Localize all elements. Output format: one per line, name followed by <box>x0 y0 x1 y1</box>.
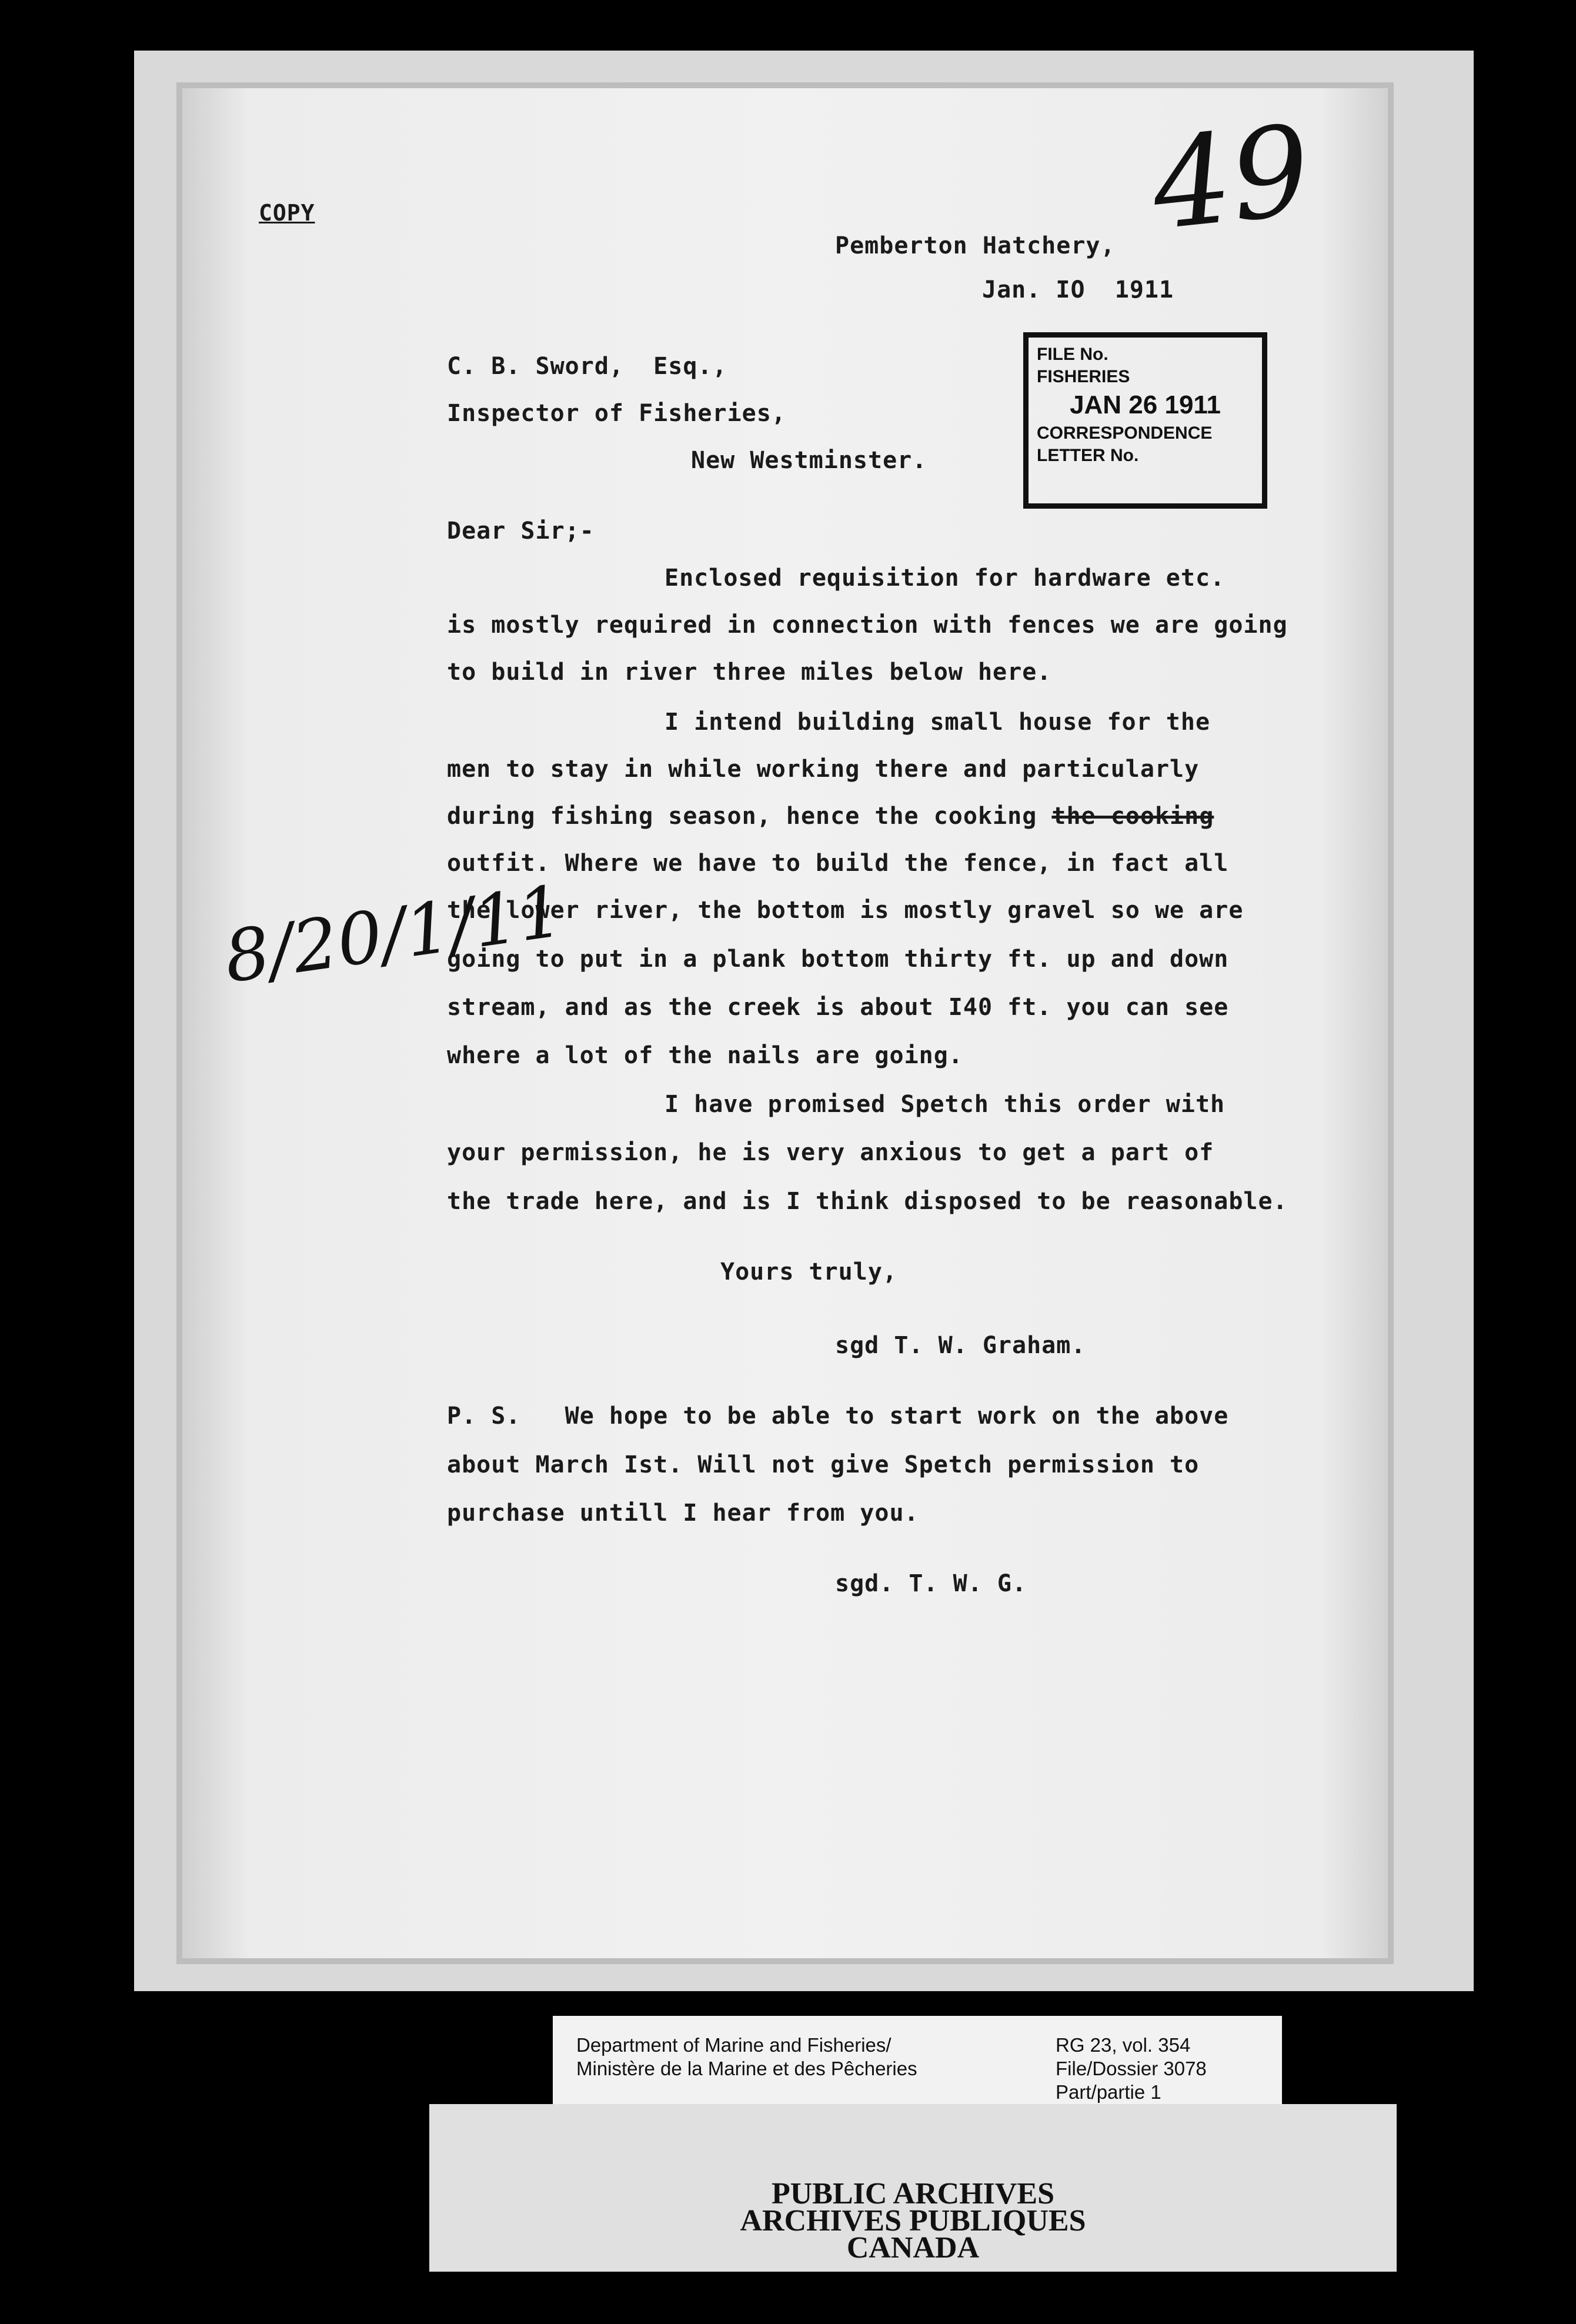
postscript-line: purchase untill I hear from you. <box>447 1500 919 1527</box>
signature: sgd T. W. Graham. <box>835 1332 1086 1359</box>
paragraph2-line: I intend building small house for the <box>665 709 1211 736</box>
paragraph1-line: to build in river three miles below here. <box>447 659 1052 686</box>
paragraph2-line: the lower river, the bottom is mostly gravel so we are <box>447 897 1244 924</box>
received-stamp <box>1023 332 1267 509</box>
paragraph2-line: going to put in a plank bottom thirty ft. up and down <box>447 946 1229 973</box>
struck-text: the cooking <box>1051 803 1214 830</box>
sender-location: Pemberton Hatchery, <box>835 232 1116 259</box>
stamp-fisheries: FISHERIES <box>1037 367 1130 386</box>
public-archives-band <box>429 2104 1397 2272</box>
stamp-letter-no: LETTER No. <box>1037 446 1139 465</box>
paragraph2-line <box>447 803 1214 830</box>
department-french: Ministère de la Marine et des Pêcheries <box>576 2058 917 2079</box>
stamp-date: JAN 26 1911 <box>1070 390 1221 419</box>
archives-english: PUBLIC ARCHIVES <box>771 2177 1055 2211</box>
paragraph2-text: during fishing season, hence the cooking <box>447 803 1037 830</box>
stamp-file-no: FILE No. <box>1037 345 1108 364</box>
handwritten-margin-note: 8/20/1/11 <box>219 870 569 999</box>
recipient-title: Inspector of Fisheries, <box>447 400 786 427</box>
department-english: Department of Marine and Fisheries/ <box>576 2034 891 2056</box>
archives-country: CANADA <box>846 2231 980 2265</box>
file-dossier: File/Dossier 3078 <box>1056 2058 1207 2079</box>
paragraph2-line: stream, and as the creek is about I40 ft. you can see <box>447 994 1229 1021</box>
copy-label: COPY <box>259 200 315 226</box>
archives-french: ARCHIVES PUBLIQUES <box>740 2204 1086 2238</box>
paragraph2-line: outfit. Where we have to build the fence, in fact all <box>447 850 1229 877</box>
paragraph1-line: Enclosed requisition for hardware etc. <box>665 565 1226 592</box>
paragraph3-line: the trade here, and is I think disposed to be reasonable. <box>447 1188 1288 1215</box>
paragraph2-line: where a lot of the nails are going. <box>447 1042 963 1069</box>
postscript-signature: sgd. T. W. G. <box>835 1570 1027 1597</box>
paragraph2-line: men to stay in while working there and particularly <box>447 756 1200 783</box>
folio-number: 49 <box>1145 98 1317 258</box>
postscript-line: P. S. We hope to be able to start work on the above <box>447 1403 1229 1430</box>
stamp-correspondence: CORRESPONDENCE <box>1037 423 1213 443</box>
paragraph1-line: is mostly required in connection with fences we are going <box>447 612 1288 639</box>
recipient-name: C. B. Sword, Esq., <box>447 353 727 380</box>
paragraph3-line: I have promised Spetch this order with <box>665 1091 1226 1118</box>
paragraph3-line: your permission, he is very anxious to get a part of <box>447 1139 1214 1166</box>
closing: Yours truly, <box>720 1258 897 1285</box>
record-group: RG 23, vol. 354 <box>1056 2034 1191 2056</box>
recipient-city: New Westminster. <box>691 447 927 474</box>
salutation: Dear Sir;- <box>447 517 595 545</box>
postscript-line: about March Ist. Will not give Spetch permission to <box>447 1451 1200 1478</box>
letter-date: Jan. IO 1911 <box>982 276 1174 303</box>
part-partie: Part/partie 1 <box>1056 2081 1161 2103</box>
